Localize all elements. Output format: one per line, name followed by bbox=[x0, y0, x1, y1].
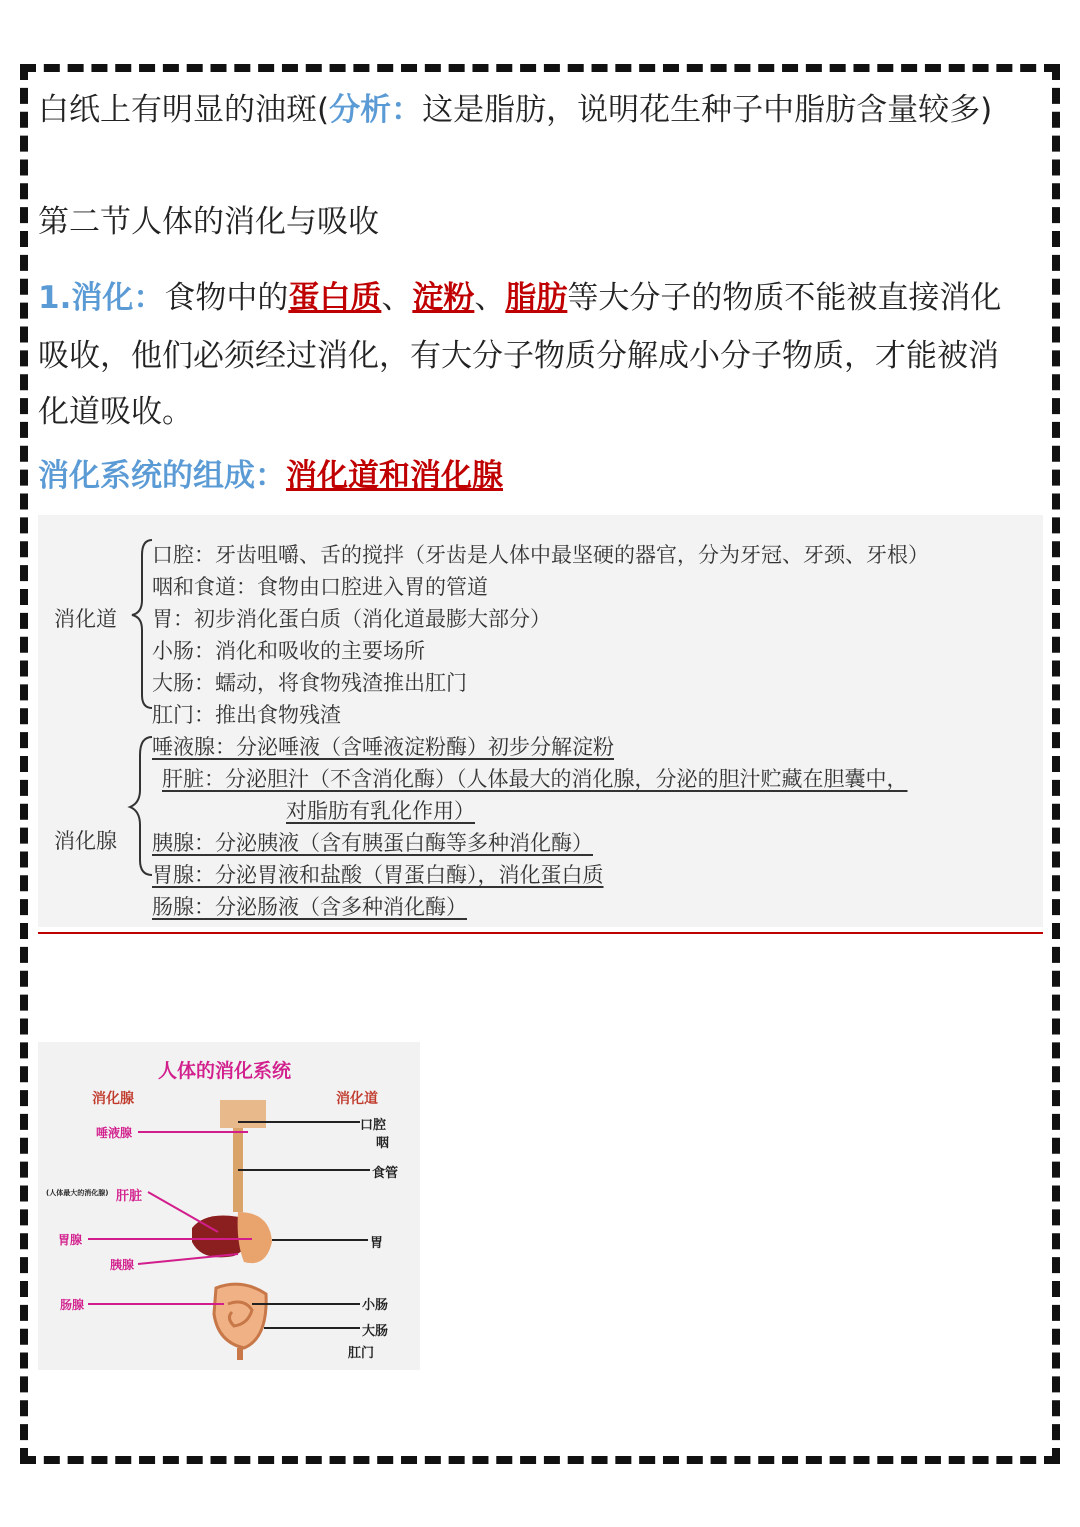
digestion-text-2: 等大分子的物质不能被直接消化 bbox=[567, 280, 1002, 316]
gland-item: 胃腺：分泌胃液和盐酸（胃蛋白酶），消化蛋白质 bbox=[152, 863, 604, 887]
right-header: 消化道 bbox=[336, 1091, 378, 1107]
label-intestinal-gland: 肠腺 bbox=[60, 1298, 85, 1312]
gland-item: 唾液腺：分泌唾液（含唾液淀粉酶）初步分解淀粉 bbox=[152, 735, 614, 759]
label-large-intestine: 大肠 bbox=[362, 1324, 389, 1339]
label-small-intestine: 小肠 bbox=[362, 1298, 389, 1313]
label-mouth: 口腔 bbox=[360, 1118, 387, 1133]
tract-item: 小肠：消化和吸收的主要场所 bbox=[152, 639, 425, 663]
label-liver: 肝脏 bbox=[116, 1189, 143, 1204]
digestion-text-1: 食物中的 bbox=[164, 280, 289, 316]
intro-prefix: 白纸上有明显的油斑( bbox=[38, 92, 330, 128]
analysis-text: 这是脂肪，说明花生种子中脂肪含量较多) bbox=[422, 92, 993, 128]
label-gastric-gland: 胃腺 bbox=[58, 1233, 83, 1247]
digestion-number: 1 bbox=[38, 280, 60, 316]
separator: 、 bbox=[381, 280, 413, 316]
keyword-protein: 蛋白质 bbox=[288, 280, 382, 316]
tract-item: 肛门：推出食物残渣 bbox=[152, 703, 341, 727]
label-liver-note: (人体最大的消化腺) bbox=[46, 1189, 109, 1197]
system-value: 消化道和消化腺 bbox=[286, 458, 503, 494]
digestion-line-3: 化道吸收。 bbox=[38, 394, 193, 430]
label-anus: 肛门 bbox=[348, 1346, 375, 1361]
section-title: 第二节人体的消化与吸收 bbox=[38, 204, 379, 240]
left-header: 消化腺 bbox=[92, 1091, 134, 1107]
label-pharynx: 咽 bbox=[376, 1136, 390, 1151]
gland-item: 肠腺：分泌肠液（含多种消化酶） bbox=[152, 895, 467, 919]
label-esophagus: 食管 bbox=[372, 1166, 399, 1181]
tract-item: 咽和食道：食物由口腔进入胃的管道 bbox=[152, 575, 488, 599]
gland-item: 胰腺：分泌胰液（含有胰蛋白酶等多种消化酶） bbox=[152, 831, 593, 855]
gland-label: 消化腺 bbox=[54, 829, 117, 853]
keyword-starch: 淀粉 bbox=[412, 280, 475, 316]
gland-item: 肝脏：分泌胆汁（不含消化酶）（人体最大的消化腺，分泌的胆汁贮藏在胆囊中， bbox=[162, 767, 908, 791]
digestion-line-2: 吸收，他们必须经过消化，有大分子物质分解成小分子物质，才能被消 bbox=[38, 338, 999, 374]
analysis-label: 分析： bbox=[329, 92, 423, 128]
digestion-line-1 bbox=[38, 272, 1001, 317]
gland-item: 对脂肪有乳化作用） bbox=[286, 799, 475, 823]
separator: 、 bbox=[474, 280, 506, 316]
divider bbox=[38, 932, 1043, 934]
tract-item: 口腔：牙齿咀嚼、舌的搅拌（牙齿是人体中最坚硬的器官，分为牙冠、牙颈、牙根） bbox=[152, 543, 929, 567]
digestion-label: .消化： bbox=[59, 280, 165, 316]
digestive-system-diagram bbox=[38, 1042, 420, 1370]
system-line bbox=[38, 450, 503, 495]
system-label: 消化系统的组成： bbox=[38, 458, 286, 494]
label-salivary: 唾液腺 bbox=[96, 1126, 133, 1140]
digestive-organs-table bbox=[38, 515, 1043, 927]
label-stomach: 胃 bbox=[370, 1236, 384, 1251]
diagram-title: 人体的消化系统 bbox=[158, 1060, 292, 1082]
keyword-fat: 脂肪 bbox=[505, 280, 568, 316]
tract-item: 大肠：蠕动，将食物残渣推出肛门 bbox=[152, 671, 467, 695]
label-pancreas: 胰腺 bbox=[110, 1258, 135, 1272]
intro-line bbox=[38, 84, 992, 129]
tract-item: 胃：初步消化蛋白质（消化道最膨大部分） bbox=[152, 607, 551, 631]
tract-label: 消化道 bbox=[54, 607, 117, 631]
